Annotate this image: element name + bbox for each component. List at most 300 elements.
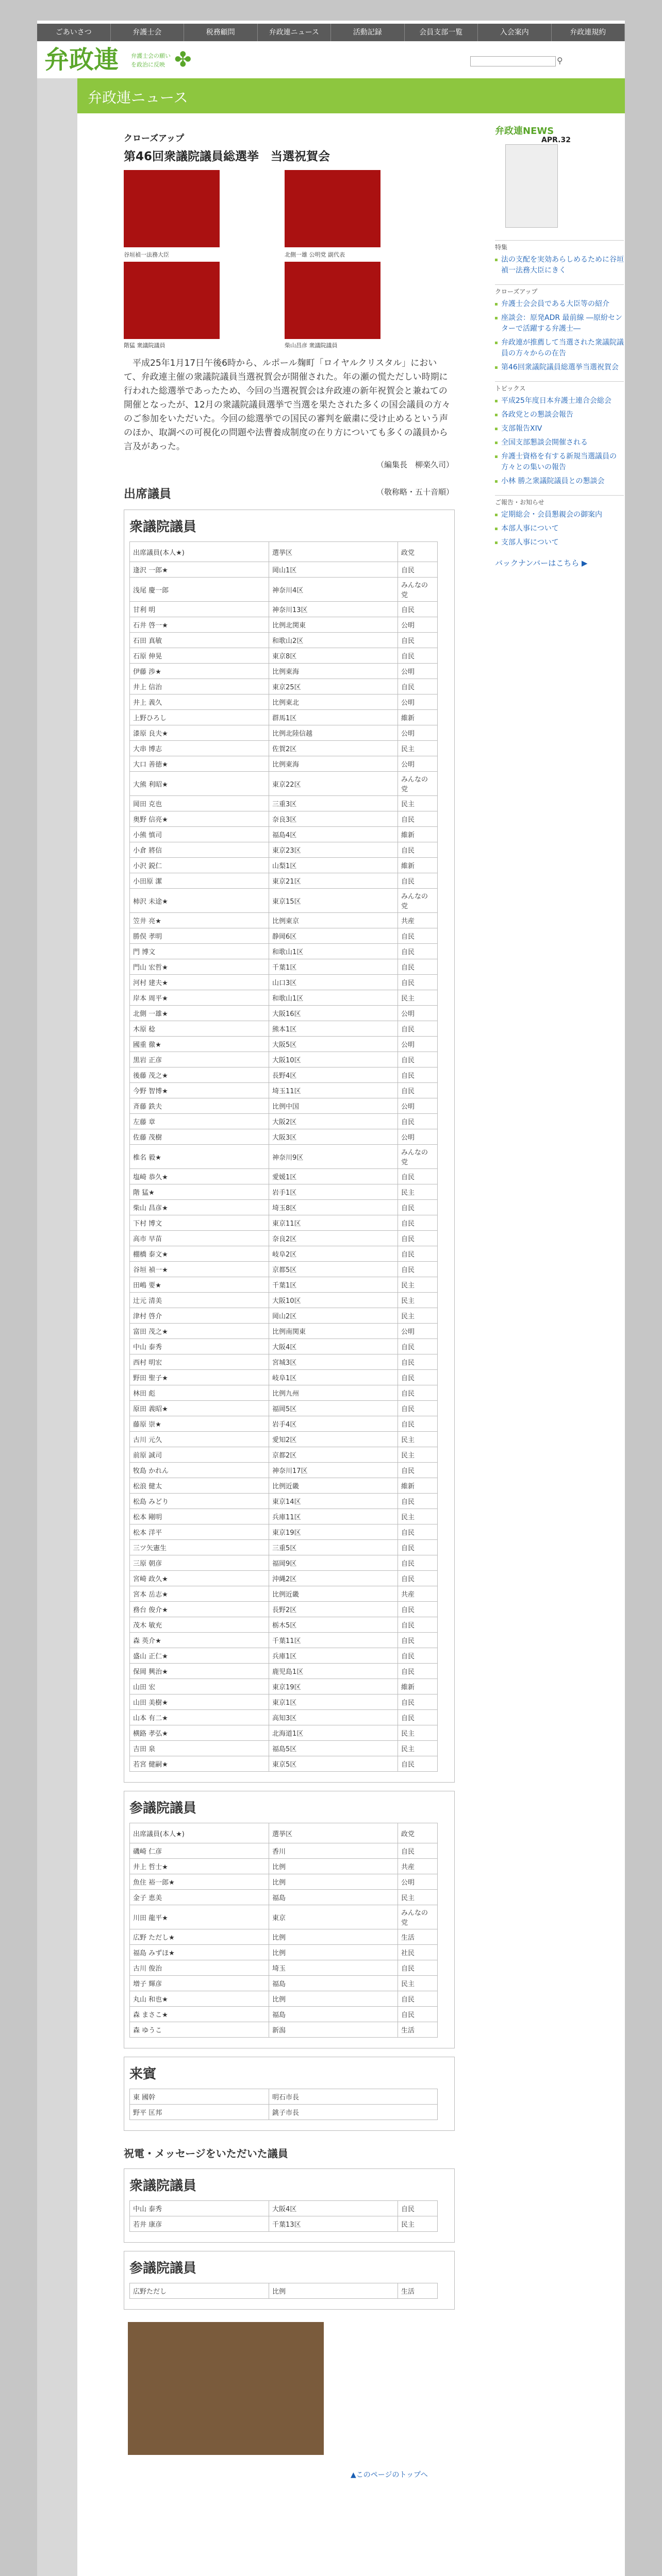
table-cell: 比例北陸信越 [269, 725, 398, 741]
table-cell: 山口3区 [269, 975, 398, 990]
sidebar-label-report: ご報告・お知らせ [495, 495, 624, 506]
attendees-title-text: 出席議員 [124, 487, 171, 501]
table-row [130, 796, 438, 811]
table-cell: 比例南関東 [269, 1324, 398, 1339]
table-cell: 漆原 良夫★ [130, 725, 269, 741]
nav-item[interactable]: 弁政連規約 [552, 24, 625, 41]
table-cell: 北側 一雄★ [130, 1006, 269, 1021]
table-cell: 東京15区 [269, 889, 398, 913]
sidebar [495, 124, 624, 568]
table-cell: 自民 [398, 975, 438, 990]
table-row [130, 1633, 438, 1648]
table-cell: みんなの党 [398, 578, 438, 602]
photo-caption: 北側一雄 公明党 副代表 [285, 251, 345, 258]
site-logo[interactable] [44, 45, 199, 74]
sidebar-news-list [495, 255, 624, 276]
table-cell: 公明 [398, 725, 438, 741]
table-cell: 広野ただし [130, 2283, 269, 2299]
sidebar-link[interactable]: 第46回衆議院議員総選挙当選祝賀会 [495, 362, 624, 373]
table-cell: 比例東北 [269, 694, 398, 710]
table-cell: 京都2区 [269, 1447, 398, 1463]
table-cell: 岡山1区 [269, 562, 398, 578]
col-header: 政党 [398, 542, 438, 562]
table-row [130, 1354, 438, 1370]
main-content [113, 118, 454, 2480]
table-cell: 銚子市長 [269, 2105, 438, 2120]
logo-tagline: 弁護士会の願いを政治に反映 [131, 53, 171, 68]
nav-item[interactable]: 弁護士会 [111, 24, 185, 41]
table-cell: 東 國幹 [130, 2089, 269, 2105]
table-cell: 山梨1区 [269, 858, 398, 873]
table-cell: 中山 泰秀 [130, 1339, 269, 1354]
table-cell: 石原 伸晃 [130, 648, 269, 664]
table-cell: 斉藤 鉄夫 [130, 1098, 269, 1114]
table-cell: 古川 元久 [130, 1432, 269, 1447]
magazine-cover[interactable] [495, 124, 588, 232]
table-cell: 東京19区 [269, 1679, 398, 1694]
table-row [130, 944, 438, 959]
table-cell: 岡田 克也 [130, 796, 269, 811]
nav-item[interactable]: 活動記録 [331, 24, 405, 41]
table-cell: 自民 [398, 1664, 438, 1679]
sidebar-link[interactable]: 弁護士会会員である大臣等の紹介 [495, 299, 624, 310]
table-cell: 自民 [398, 811, 438, 827]
sidebar-link[interactable]: 支部人事について [495, 537, 624, 548]
photo-tanigaki [124, 170, 220, 247]
table-cell: 新潟 [269, 2022, 398, 2038]
table-row [130, 562, 438, 578]
table-row [130, 1524, 438, 1540]
table-cell: 横路 孝弘★ [130, 1725, 269, 1741]
table-cell: 和歌山2区 [269, 633, 398, 648]
table-row [130, 1648, 438, 1664]
table-cell: 自民 [398, 1843, 438, 1859]
site-header [37, 41, 625, 78]
sidebar-closeup-list [495, 299, 624, 373]
table-cell: 民主 [398, 1725, 438, 1741]
table-cell: 若井 康彦 [130, 2216, 269, 2232]
table-cell: 井上 信治 [130, 679, 269, 694]
table-cell: 福島 みずほ★ [130, 1945, 269, 1960]
table-row [130, 1370, 438, 1385]
clover-icon: ✤ [174, 48, 192, 72]
table-row [130, 694, 438, 710]
table-cell: 東京14区 [269, 1494, 398, 1509]
table-row [130, 1725, 438, 1741]
table-cell: 三原 朝彦 [130, 1555, 269, 1571]
table-header-row [130, 1823, 438, 1843]
table-cell: 増子 輝彦 [130, 1976, 269, 1991]
table-cell: 自民 [398, 1052, 438, 1067]
table-cell: 井上 義久 [130, 694, 269, 710]
table-row [130, 772, 438, 796]
table-cell: 三ツ矢憲生 [130, 1540, 269, 1555]
table-cell: 共産 [398, 1859, 438, 1874]
table-row [130, 858, 438, 873]
table-row [130, 2216, 438, 2232]
table-cell: 千葉1区 [269, 1277, 398, 1293]
sidebar-label-closeup: クローズアップ [495, 284, 624, 296]
table-cell: 古川 俊治 [130, 1960, 269, 1976]
photo-shina [124, 262, 220, 339]
table-row [130, 1929, 438, 1945]
sidebar-link[interactable]: 弁護士資格を有する新規当選議員の方々との集いの報告 [495, 451, 624, 473]
table-row [130, 1169, 438, 1184]
table-cell: 甘利 明 [130, 602, 269, 617]
table-cell: 自民 [398, 842, 438, 858]
table-cell: 自民 [398, 1370, 438, 1385]
table-row [130, 1129, 438, 1145]
table-cell: 維新 [398, 858, 438, 873]
table-cell: 北海道1区 [269, 1725, 398, 1741]
table-cell: 埼玉 [269, 1960, 398, 1976]
table-cell: 若宮 健嗣★ [130, 1756, 269, 1772]
table-cell: 比例東海 [269, 756, 398, 772]
table-cell: 民主 [398, 1509, 438, 1524]
nav-item[interactable]: ごあいさつ [37, 24, 111, 41]
table-row [130, 756, 438, 772]
nav-item[interactable]: 弁政連ニュース [258, 24, 332, 41]
sidebar-link[interactable]: 全国支部懇談会開催される [495, 437, 624, 448]
mag-title: 弁政連NEWS [495, 126, 554, 137]
photo-caption: 谷垣禎一法務大臣 [124, 251, 169, 258]
table-row [130, 1494, 438, 1509]
table-cell: 比例近畿 [269, 1478, 398, 1494]
table-cell: 津村 啓介 [130, 1308, 269, 1324]
sidebar-link[interactable]: 小林 勝之衆議院議員との懇談会 [495, 476, 624, 487]
table-cell: 大熊 利昭★ [130, 772, 269, 796]
attendees-title [124, 484, 454, 501]
table-cell: 民主 [398, 1890, 438, 1905]
table-cell: 前原 誠司 [130, 1447, 269, 1463]
table-row [130, 1710, 438, 1725]
table-cell: 森 まさこ★ [130, 2007, 269, 2022]
search-input[interactable] [470, 56, 556, 66]
table-row [130, 1874, 438, 1890]
sidebar-link[interactable]: 定期総会・会員懇親会の御案内 [495, 510, 624, 520]
table-row [130, 1098, 438, 1114]
table-cell: 愛媛1区 [269, 1169, 398, 1184]
table-cell: 富田 茂之★ [130, 1324, 269, 1339]
table-cell: 今野 智博★ [130, 1083, 269, 1098]
nav-item[interactable]: 会員支部一覧 [405, 24, 478, 41]
table-cell: 奥野 信亮★ [130, 811, 269, 827]
table-cell: 兵庫1区 [269, 1648, 398, 1664]
photo-caption: 階猛 衆議院議員 [124, 342, 166, 349]
table-cell: 自民 [398, 944, 438, 959]
table-row [130, 1006, 438, 1021]
table-cell: 宮城3区 [269, 1354, 398, 1370]
table-row [130, 1540, 438, 1555]
table-cell: 宮本 岳志★ [130, 1586, 269, 1602]
table-cell: 自民 [398, 679, 438, 694]
table-cell: 自民 [398, 1555, 438, 1571]
table-cell: 岐阜1区 [269, 1370, 398, 1385]
table-cell: 自民 [398, 1648, 438, 1664]
nav-item[interactable]: 入会案内 [478, 24, 552, 41]
table-cell: 神奈川4区 [269, 578, 398, 602]
table-cell: 自民 [398, 1617, 438, 1633]
table-cell: 鹿児島1区 [269, 1664, 398, 1679]
table-row [130, 1571, 438, 1586]
table-cell: 高知3区 [269, 1710, 398, 1725]
table-row [130, 1037, 438, 1052]
table-cell: 河村 建夫★ [130, 975, 269, 990]
table-cell: 福岡5区 [269, 1401, 398, 1416]
table-row [130, 578, 438, 602]
table-cell: 松島 みどり [130, 1494, 269, 1509]
table-cell: 維新 [398, 710, 438, 725]
table-cell: 栃木5区 [269, 1617, 398, 1633]
table-cell: 民主 [398, 1184, 438, 1200]
table-cell: 井上 哲士★ [130, 1859, 269, 1874]
page-banner [77, 78, 625, 113]
mag-thumb [505, 144, 558, 228]
shugiin-title: 衆議院議員 [129, 519, 197, 535]
table-cell: 沖縄2区 [269, 1571, 398, 1586]
guests-box [124, 2057, 455, 2131]
table-cell: 魚住 裕一郎★ [130, 1874, 269, 1890]
telegram-shugiin-title: 衆議院議員 [129, 2178, 197, 2194]
sidebar-link[interactable]: 座談会：原発ADR 最前線 ―原紛センターで活躍する弁護士― [495, 313, 624, 334]
table-cell: 公明 [398, 1006, 438, 1021]
table-cell: 牧島 かれん [130, 1463, 269, 1478]
table-cell: 公明 [398, 664, 438, 679]
event-photo [128, 2322, 324, 2455]
table-cell: みんなの党 [398, 889, 438, 913]
table-cell: 磯崎 仁彦 [130, 1843, 269, 1859]
table-cell: 松本 剛明 [130, 1509, 269, 1524]
table-cell: 民主 [398, 1308, 438, 1324]
table-cell: 大阪4区 [269, 2201, 398, 2216]
table-row [130, 1200, 438, 1215]
table-cell: 社民 [398, 1945, 438, 1960]
table-cell: 大阪10区 [269, 1293, 398, 1308]
photo-kitagawa [285, 170, 380, 247]
table-cell: 東京8区 [269, 648, 398, 664]
table-cell: 山田 宏 [130, 1679, 269, 1694]
col-header: 政党 [398, 1823, 438, 1843]
table-cell: 下村 博文 [130, 1215, 269, 1231]
table-header-row [130, 542, 438, 562]
table-row [130, 1262, 438, 1277]
table-row [130, 1463, 438, 1478]
table-cell: 自民 [398, 2007, 438, 2022]
guests-title: 来賓 [129, 2066, 157, 2082]
table-cell: 比例 [269, 1929, 398, 1945]
table-cell: 自民 [398, 1114, 438, 1129]
table-row [130, 648, 438, 664]
sidebar-link[interactable]: 本部人事について [495, 523, 624, 534]
search-icon[interactable]: ⚲ [557, 56, 563, 65]
sidebar-link[interactable]: 支部報告XIV [495, 423, 624, 434]
backnumber-link[interactable]: バックナンバーはこちら ▶ [495, 558, 588, 568]
attendees-note: （敬称略・五十音順） [376, 487, 454, 497]
table-cell: 谷垣 禎一★ [130, 1262, 269, 1277]
page-top-link[interactable]: ▲このページのトップへ [351, 2471, 428, 2479]
table-cell: 生活 [398, 1929, 438, 1945]
table-cell: 石井 啓一★ [130, 617, 269, 633]
table-cell: 自民 [398, 1021, 438, 1037]
table-cell: 大阪3区 [269, 1129, 398, 1145]
table-cell: 吉田 泉 [130, 1741, 269, 1756]
sidebar-link[interactable]: 各政党との懇談会報告 [495, 410, 624, 420]
table-cell: 福島 [269, 1976, 398, 1991]
table-cell: 福島 [269, 1890, 398, 1905]
table-cell: 自民 [398, 928, 438, 944]
table-row [130, 2022, 438, 2038]
table-cell: 生活 [398, 2283, 438, 2299]
table-cell: 維新 [398, 1679, 438, 1694]
table-cell: 公明 [398, 1037, 438, 1052]
table-cell: 自民 [398, 1083, 438, 1098]
table-row [130, 2105, 438, 2120]
table-row [130, 1293, 438, 1308]
table-cell: 佐賀2区 [269, 741, 398, 756]
table-row [130, 1478, 438, 1494]
sidebar-topics-list [495, 396, 624, 487]
table-cell: 勝俣 孝明 [130, 928, 269, 944]
table-cell: 自民 [398, 1524, 438, 1540]
table-cell: 田嶋 要★ [130, 1277, 269, 1293]
table-cell: 伊藤 渉★ [130, 664, 269, 679]
sidebar-label-news: 特集 [495, 240, 624, 251]
table-row [130, 617, 438, 633]
table-row [130, 1905, 438, 1929]
table-cell: 公明 [398, 1098, 438, 1114]
table-cell: 群馬1区 [269, 710, 398, 725]
nav-item[interactable]: 税務顧問 [184, 24, 258, 41]
table-cell: 門山 宏哲★ [130, 959, 269, 975]
table-cell: 自民 [398, 2201, 438, 2216]
table-row [130, 1184, 438, 1200]
table-cell: 比例東海 [269, 664, 398, 679]
table-cell: 小沢 鋭仁 [130, 858, 269, 873]
table-cell: 神奈川9区 [269, 1145, 398, 1169]
table-cell: 東京22区 [269, 772, 398, 796]
table-cell: 野平 匡邦 [130, 2105, 269, 2120]
table-cell: 維新 [398, 1478, 438, 1494]
table-row [130, 1385, 438, 1401]
table-row [130, 1324, 438, 1339]
table-cell: 共産 [398, 913, 438, 928]
photo-grid [124, 164, 454, 349]
table-cell: 福島5区 [269, 1741, 398, 1756]
table-cell: 自民 [398, 1169, 438, 1184]
table-cell: 民主 [398, 1277, 438, 1293]
table-cell: 自民 [398, 1067, 438, 1083]
table-cell: 自民 [398, 1756, 438, 1772]
table-cell: 山本 有二★ [130, 1710, 269, 1725]
table-cell: 木原 稔 [130, 1021, 269, 1037]
table-cell: 茂木 敏充 [130, 1617, 269, 1633]
sidebar-link[interactable]: 法の支配を実効あらしめるために谷垣禎一法務大臣にきく [495, 255, 624, 276]
table-cell: 西村 明宏 [130, 1354, 269, 1370]
table-cell: 浅尾 慶一郎 [130, 578, 269, 602]
table-cell: 大阪4区 [269, 1339, 398, 1354]
table-cell: 長野4区 [269, 1067, 398, 1083]
table-cell: みんなの党 [398, 1145, 438, 1169]
table-cell: 比例北関東 [269, 617, 398, 633]
table-row [130, 2089, 438, 2105]
table-row [130, 2007, 438, 2022]
table-cell: 東京5区 [269, 1756, 398, 1772]
table-cell: 林田 彪 [130, 1385, 269, 1401]
table-row [130, 1215, 438, 1231]
table-cell: 千葉1区 [269, 959, 398, 975]
table-cell: 福岡9区 [269, 1555, 398, 1571]
sidebar-link[interactable]: 弁政連が推薦して当選された衆議院議員の方々からの在告 [495, 337, 624, 359]
guests-table [129, 2089, 438, 2120]
table-cell: 自民 [398, 1401, 438, 1416]
table-cell: 棚橋 泰文★ [130, 1246, 269, 1262]
table-row [130, 1246, 438, 1262]
table-cell: 維新 [398, 827, 438, 842]
table-cell: 笠井 亮★ [130, 913, 269, 928]
table-row [130, 1509, 438, 1524]
table-row [130, 741, 438, 756]
table-cell: 比例 [269, 1991, 398, 2007]
table-cell: 公明 [398, 1324, 438, 1339]
table-cell: 藤原 崇★ [130, 1416, 269, 1432]
table-cell: 自民 [398, 602, 438, 617]
table-row [130, 1083, 438, 1098]
table-cell: 東京25区 [269, 679, 398, 694]
table-row [130, 1277, 438, 1293]
table-cell: 上野ひろし [130, 710, 269, 725]
table-cell: 盛山 正仁★ [130, 1648, 269, 1664]
telegram-shugiin-box [124, 2168, 455, 2243]
table-cell: 千葉11区 [269, 1633, 398, 1648]
closeup-label: クローズアップ [124, 133, 184, 144]
table-cell: 塩崎 恭久★ [130, 1169, 269, 1184]
table-cell: 小田原 潔 [130, 873, 269, 889]
table-cell: 左藤 章 [130, 1114, 269, 1129]
table-cell: 大阪5区 [269, 1037, 398, 1052]
table-cell: 自民 [398, 1246, 438, 1262]
table-row [130, 811, 438, 827]
table-row [130, 1679, 438, 1694]
table-cell: 埼玉8区 [269, 1200, 398, 1215]
table-row [130, 1052, 438, 1067]
table-cell: 大阪2区 [269, 1114, 398, 1129]
table-cell: 広野 ただし★ [130, 1929, 269, 1945]
col-header: 選挙区 [269, 542, 398, 562]
col-header: 選挙区 [269, 1823, 398, 1843]
photo-caption: 柴山昌彦 衆議院議員 [285, 342, 338, 349]
table-row [130, 1067, 438, 1083]
table-cell: 野田 聖子★ [130, 1370, 269, 1385]
top-nav [37, 24, 625, 41]
table-cell: 千葉13区 [269, 2216, 398, 2232]
table-cell: 福島4区 [269, 827, 398, 842]
sidebar-link[interactable]: 平成25年度日本弁護士連合会総会 [495, 396, 624, 406]
table-row [130, 1021, 438, 1037]
table-row [130, 1231, 438, 1246]
table-cell: 比例 [269, 1859, 398, 1874]
table-row [130, 2201, 438, 2216]
table-cell: 自民 [398, 1215, 438, 1231]
table-row [130, 1555, 438, 1571]
table-cell: 小倉 將信 [130, 842, 269, 858]
table-row [130, 1432, 438, 1447]
table-cell: 自民 [398, 1571, 438, 1586]
table-row [130, 873, 438, 889]
banner-title: 弁政連ニュース [88, 89, 188, 106]
byline: （編集長 柳楽久司） [376, 460, 454, 469]
table-cell: 長野2区 [269, 1602, 398, 1617]
table-row [130, 1756, 438, 1772]
